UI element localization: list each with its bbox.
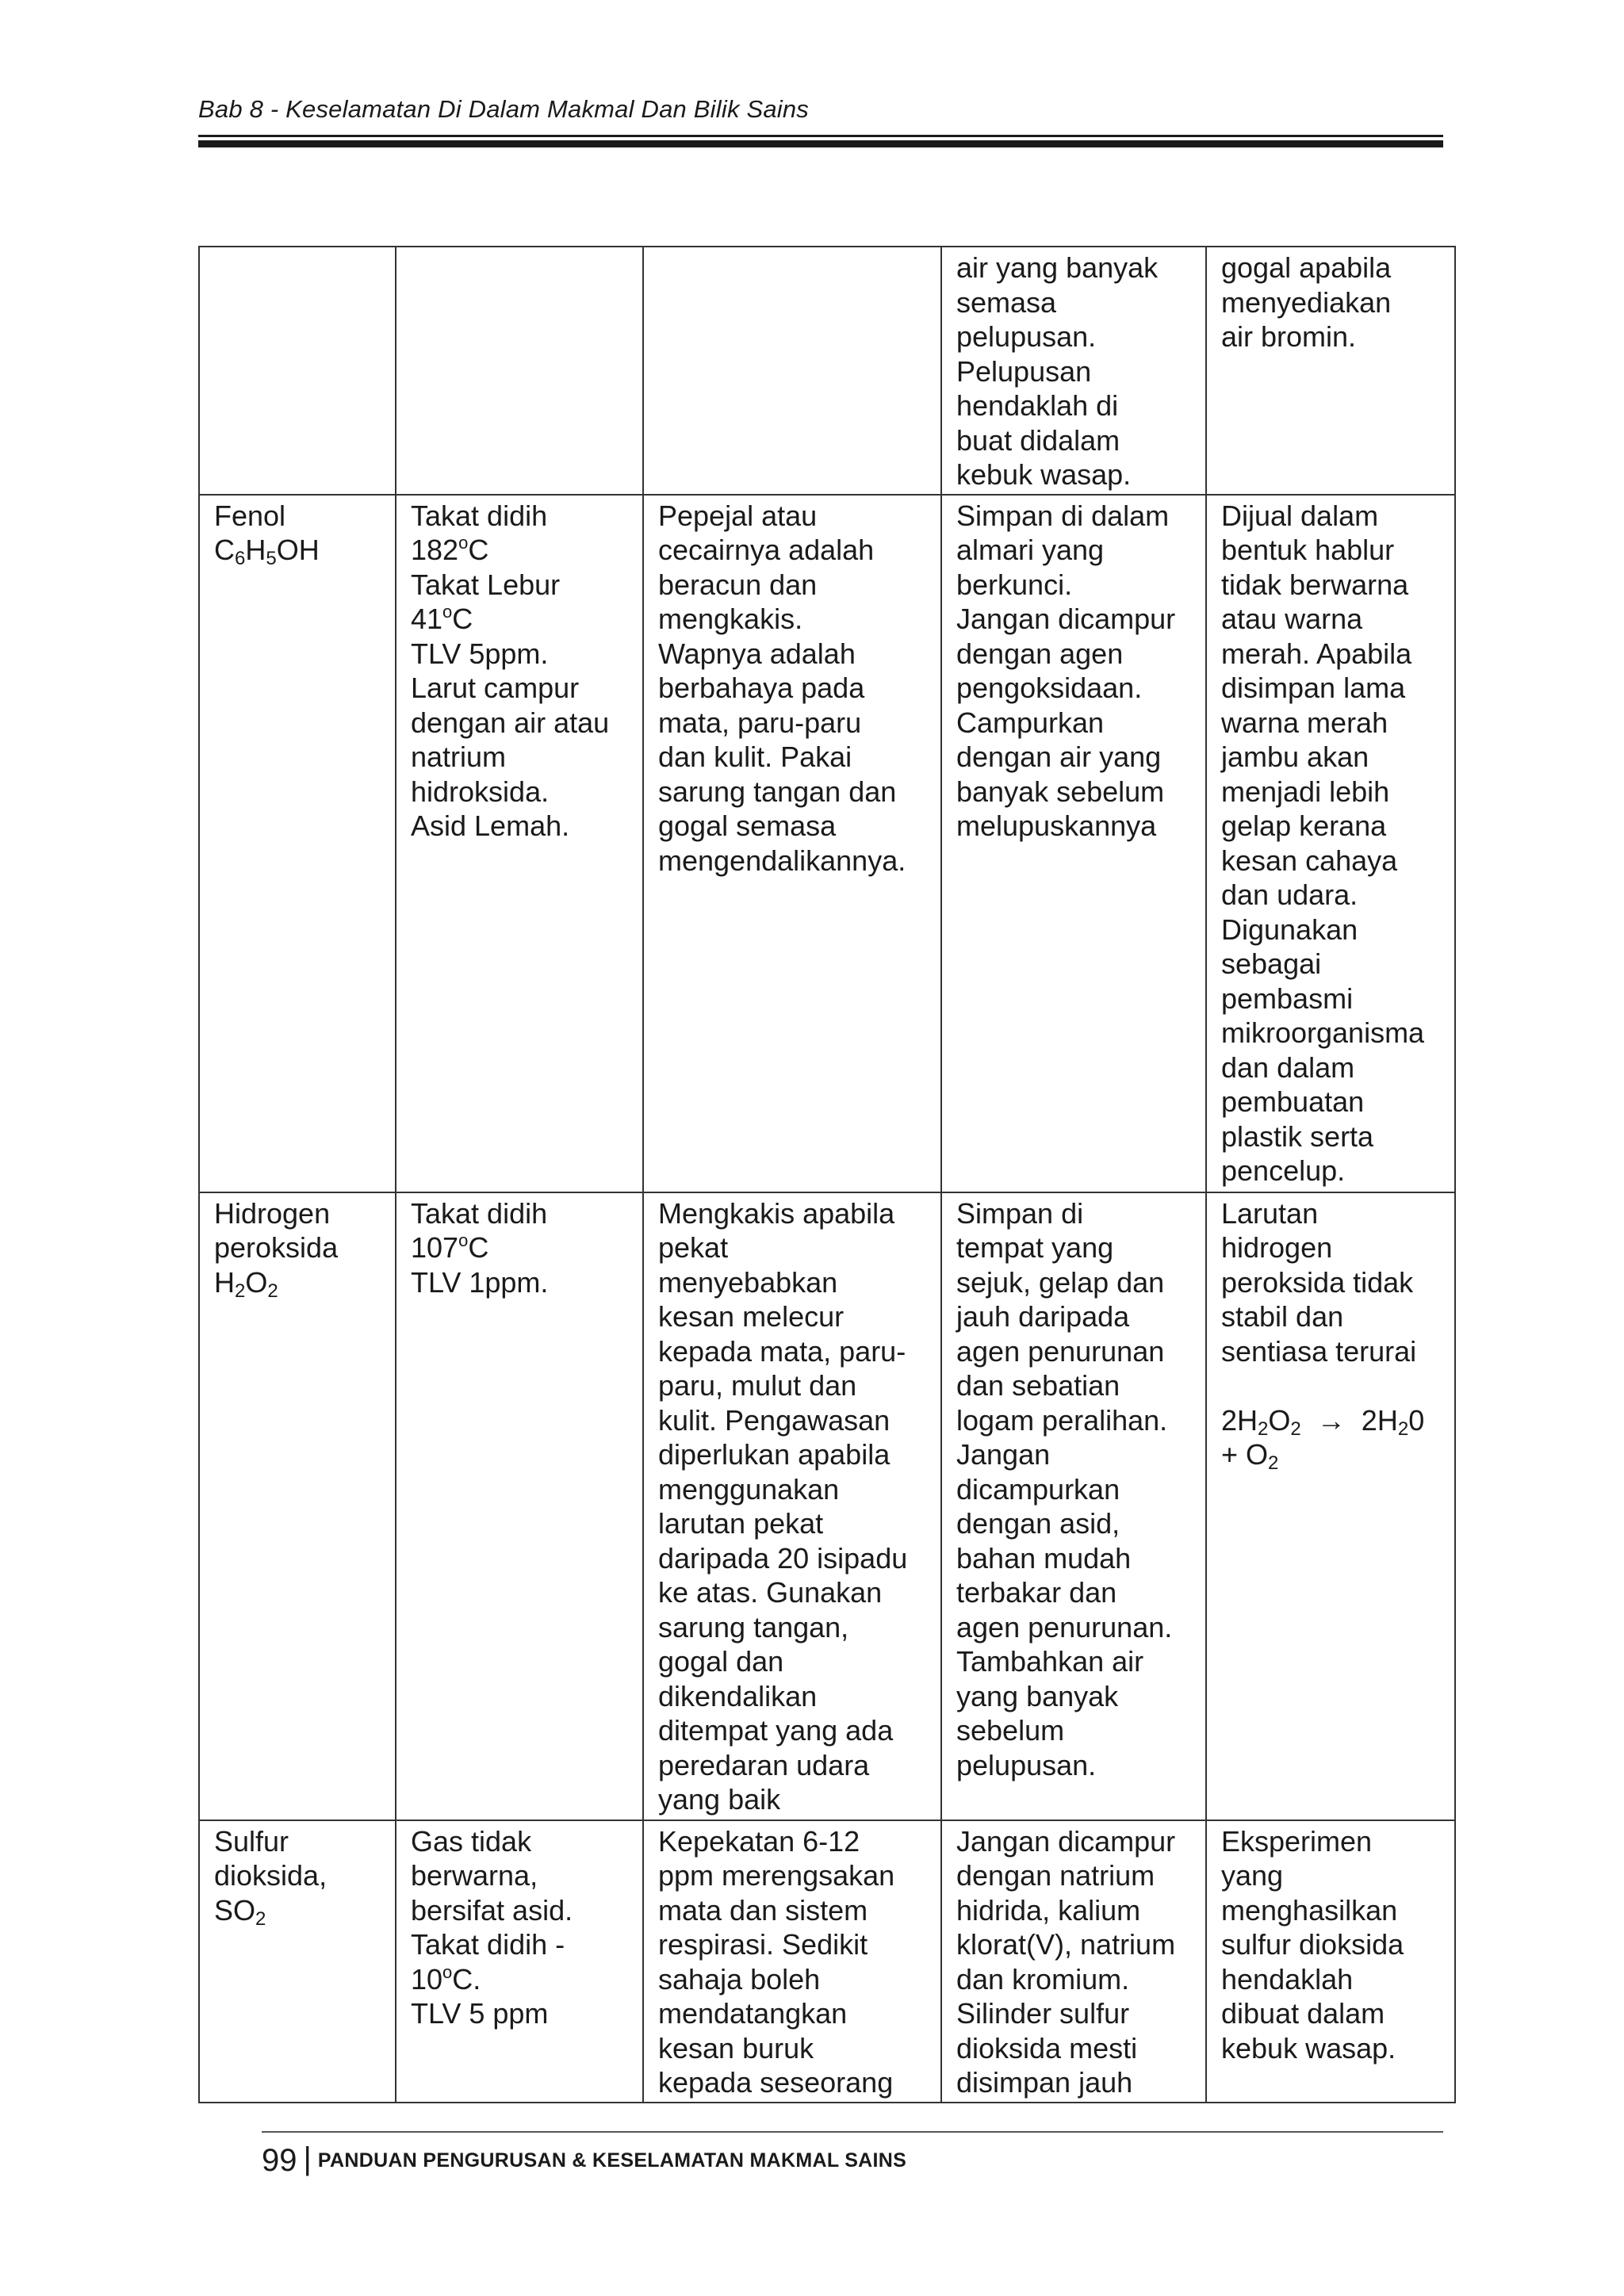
text-line: plastik serta bbox=[1221, 1119, 1374, 1153]
cell-notes bbox=[1206, 495, 1455, 1192]
text-line: Digunakan bbox=[1221, 913, 1358, 946]
text-line: dan kulit. Pakai bbox=[658, 740, 852, 773]
text-line: banyak sebelum bbox=[956, 775, 1165, 808]
text-line: kulit. Pengawasan bbox=[658, 1403, 891, 1437]
text-line: Takat Lebur bbox=[411, 568, 561, 601]
chemical-name: Hidrogen bbox=[214, 1196, 331, 1230]
text-line: ke atas. Gunakan bbox=[658, 1576, 883, 1609]
text-line: Simpan di bbox=[956, 1196, 1084, 1230]
table-row bbox=[199, 495, 1455, 1192]
text-line: Gas tidak bbox=[411, 1824, 532, 1858]
boiling-point: 10$^o$C. bbox=[411, 1961, 481, 1996]
table-row bbox=[199, 1820, 1455, 2103]
chemical-name: dioksida, bbox=[214, 1859, 327, 1892]
text-line: mendatangkan bbox=[658, 1997, 848, 2030]
text-line: Tambahkan air bbox=[956, 1645, 1144, 1678]
text-line: pencelup. bbox=[1221, 1154, 1346, 1187]
text-line: Takat didih - bbox=[411, 1928, 565, 1961]
boiling-point: 107$^o$C bbox=[411, 1230, 489, 1264]
text-line: cecairnya adalah bbox=[658, 534, 875, 566]
text-line: dan sebatian bbox=[956, 1369, 1120, 1402]
footer-separator: | bbox=[303, 2141, 312, 2176]
text-line: disimpan jauh bbox=[956, 2066, 1133, 2099]
cell-hazards bbox=[643, 1192, 941, 1820]
text-line: Asid Lemah. bbox=[411, 809, 570, 842]
text-line: pembasmi bbox=[1221, 982, 1354, 1015]
text-line: warna merah bbox=[1221, 706, 1388, 739]
cell-storage bbox=[941, 1192, 1206, 1820]
text-line: Jangan dicampur bbox=[956, 1824, 1176, 1858]
text-line: Kepekatan 6-12 bbox=[658, 1824, 860, 1858]
text-line: merah. Apabila bbox=[1221, 637, 1412, 670]
text-line: dikendalikan bbox=[658, 1679, 818, 1712]
text-line: kepada seseorang bbox=[658, 2066, 894, 2099]
text-line: hendaklah di bbox=[956, 389, 1119, 422]
text-line: dioksida mesti bbox=[956, 2031, 1138, 2064]
text-line: Takat didih bbox=[411, 499, 548, 532]
cell-notes bbox=[1206, 247, 1455, 495]
text-line: Pelupusan bbox=[956, 354, 1092, 388]
text-line: tempat yang bbox=[956, 1231, 1114, 1264]
cell-properties bbox=[396, 495, 643, 1192]
text-line: ditempat yang ada bbox=[658, 1714, 894, 1747]
text-line: dicampurkan bbox=[956, 1472, 1120, 1506]
chemical-name: peroksida bbox=[214, 1231, 339, 1264]
cell-chemical bbox=[199, 495, 396, 1192]
text-line: TLV 5ppm. bbox=[411, 637, 549, 670]
chemical-formula: $C_6H_5OH$ bbox=[214, 534, 320, 569]
cell-properties bbox=[396, 247, 643, 495]
table-row bbox=[199, 247, 1455, 495]
text-line: gogal semasa bbox=[658, 809, 837, 842]
text-line: kepada mata, paru- bbox=[658, 1334, 906, 1368]
text-line: yang banyak bbox=[956, 1679, 1119, 1712]
text-line: kesan cahaya bbox=[1221, 844, 1398, 877]
arrow-icon: → bbox=[1316, 1403, 1346, 1437]
text-line: hidrogen bbox=[1221, 1231, 1333, 1264]
text-line: respirasi. Sedikit bbox=[658, 1928, 868, 1961]
cell-notes bbox=[1206, 1192, 1455, 1820]
text-line: logam peralihan. bbox=[956, 1403, 1168, 1437]
cell-storage bbox=[941, 1820, 1206, 2103]
cell-properties bbox=[396, 1192, 643, 1820]
text-line: Simpan di dalam bbox=[956, 499, 1170, 532]
text-line: sebelum bbox=[956, 1714, 1065, 1747]
cell-hazards bbox=[643, 495, 941, 1192]
text-line: yang bbox=[1221, 1859, 1284, 1892]
text-line: gogal apabila bbox=[1221, 251, 1392, 284]
text-line: melupuskannya bbox=[956, 809, 1157, 842]
page-footer bbox=[262, 2141, 906, 2180]
text-line: berwarna, bbox=[411, 1859, 538, 1892]
text-line: bahan mudah bbox=[956, 1541, 1132, 1575]
table-row bbox=[199, 1192, 1455, 1820]
text-line: sejuk, gelap dan bbox=[956, 1265, 1165, 1299]
text-line: peredaran udara bbox=[658, 1748, 870, 1781]
text-line: sarung tangan dan bbox=[658, 775, 897, 808]
text-line: menyebabkan bbox=[658, 1265, 838, 1299]
text-line: almari yang bbox=[956, 534, 1105, 566]
text-line: sahaja boleh bbox=[658, 1962, 821, 1996]
cell-properties bbox=[396, 1820, 643, 2103]
text-line: peroksida tidak bbox=[1221, 1265, 1414, 1299]
text-line: TLV 5 ppm bbox=[411, 1997, 549, 2030]
text-line: agen penurunan. bbox=[956, 1610, 1173, 1644]
chemical-name: Fenol bbox=[214, 499, 286, 532]
text-line: Jangan dicampur bbox=[956, 603, 1176, 635]
text-line: Dijual dalam bbox=[1221, 499, 1379, 532]
text-line: Larutan bbox=[1221, 1196, 1319, 1230]
text-line: bersifat asid. bbox=[411, 1893, 573, 1927]
text-line: pelupusan. bbox=[956, 320, 1097, 353]
text-line: atau warna bbox=[1221, 603, 1363, 635]
cell-chemical bbox=[199, 247, 396, 495]
text-line: ppm merengsakan bbox=[658, 1859, 895, 1892]
footer-rule bbox=[262, 2131, 1443, 2133]
text-line: dan kromium. bbox=[956, 1962, 1130, 1996]
text-line: hendaklah bbox=[1221, 1962, 1354, 1996]
text-line: hidrida, kalium bbox=[956, 1893, 1141, 1927]
cell-hazards bbox=[643, 1820, 941, 2103]
text-line: pelupusan. bbox=[956, 1748, 1097, 1781]
text-line: gelap kerana bbox=[1221, 809, 1387, 842]
text-line: Mengkakis apabila bbox=[658, 1196, 895, 1230]
text-line: beracun dan bbox=[658, 568, 818, 601]
text-line: pengoksidaan. bbox=[956, 672, 1143, 704]
chemical-formula: $H_2O_2$ bbox=[214, 1265, 278, 1302]
text-line: sarung tangan, bbox=[658, 1610, 849, 1644]
running-header: Bab 8 - Keselamatan Di Dalam Makmal Dan Bilik Sains bbox=[198, 95, 810, 123]
text-line: hidroksida. bbox=[411, 775, 550, 808]
text-line: kesan buruk bbox=[658, 2031, 814, 2064]
text-line: sebagai bbox=[1221, 947, 1322, 980]
text-line: yang baik bbox=[658, 1783, 781, 1816]
text-line: kesan melecur bbox=[658, 1300, 845, 1333]
text-line: menyediakan bbox=[1221, 285, 1392, 319]
text-line: dan dalam bbox=[1221, 1050, 1355, 1084]
blank-line bbox=[1221, 1368, 1440, 1403]
text-line: menjadi lebih bbox=[1221, 775, 1390, 808]
text-line: pekat bbox=[658, 1231, 729, 1264]
text-line: klorat(V), natrium bbox=[956, 1928, 1176, 1961]
text-line: dan udara. bbox=[1221, 878, 1358, 911]
chemical-formula: $SO_2$ bbox=[214, 1893, 266, 1930]
text-line: dengan natrium bbox=[956, 1859, 1155, 1892]
text-line: dengan asid, bbox=[956, 1507, 1120, 1540]
text-line: mata, paru-paru bbox=[658, 706, 862, 739]
text-line: Campurkan bbox=[956, 706, 1105, 739]
text-line: mikroorganisma bbox=[1221, 1016, 1425, 1049]
text-line: Pepejal atau bbox=[658, 499, 818, 532]
text-line: pembuatan bbox=[1221, 1085, 1365, 1118]
text-line: terbakar dan bbox=[956, 1576, 1117, 1609]
cell-hazards bbox=[643, 247, 941, 495]
text-line: disimpan lama bbox=[1221, 672, 1406, 704]
text-line: stabil dan bbox=[1221, 1300, 1344, 1333]
text-line: semasa bbox=[956, 285, 1057, 319]
text-line: TLV 1ppm. bbox=[411, 1265, 549, 1299]
text-line: menghasilkan bbox=[1221, 1893, 1398, 1927]
text-line: menggunakan bbox=[658, 1472, 840, 1506]
cell-storage bbox=[941, 247, 1206, 495]
text-line: kebuk wasap. bbox=[956, 458, 1132, 491]
text-line: kebuk wasap. bbox=[1221, 2031, 1396, 2064]
text-line: dengan air atau bbox=[411, 706, 610, 739]
text-line: air yang banyak bbox=[956, 251, 1159, 284]
cell-chemical bbox=[199, 1192, 396, 1820]
cell-chemical bbox=[199, 1820, 396, 2103]
text-line: agen penurunan bbox=[956, 1334, 1165, 1368]
text-line: jauh daripada bbox=[956, 1300, 1130, 1333]
cell-notes bbox=[1206, 1820, 1455, 2103]
text-line: mata dan sistem bbox=[658, 1893, 868, 1927]
page-number: 99 bbox=[262, 2142, 297, 2178]
text-line: mengkakis. bbox=[658, 603, 803, 635]
header-rule-thick bbox=[198, 140, 1443, 147]
footer-title: PANDUAN PENGURUSAN & KESELAMATAN MAKMAL SAINS bbox=[317, 2149, 907, 2172]
melting-point: 41$^o$C bbox=[411, 602, 473, 635]
text-line: daripada 20 isipadu bbox=[658, 1541, 908, 1575]
decomposition-equation-cont: + $O_2$ bbox=[1221, 1438, 1279, 1474]
text-line: Larut campur bbox=[411, 672, 580, 704]
text-line: Eksperimen bbox=[1221, 1824, 1373, 1858]
text-line: tidak berwarna bbox=[1221, 568, 1409, 601]
text-line: berkunci. bbox=[956, 568, 1073, 601]
text-line: larutan pekat bbox=[658, 1507, 824, 1540]
text-line: diperlukan apabila bbox=[658, 1438, 891, 1471]
header-rule-thin bbox=[198, 135, 1443, 137]
text-line: Wapnya adalah bbox=[658, 637, 856, 670]
text-line: Takat didih bbox=[411, 1196, 548, 1230]
decomposition-equation: $2H_2O_2 \to 2H_20$ bbox=[1221, 1403, 1425, 1440]
text-line: sulfur dioksida bbox=[1221, 1928, 1404, 1961]
text-line: bentuk hablur bbox=[1221, 534, 1395, 566]
text-line: air bromin. bbox=[1221, 320, 1357, 353]
text-line: berbahaya pada bbox=[658, 672, 865, 704]
text-line: gogal dan bbox=[658, 1645, 784, 1678]
text-line: Jangan bbox=[956, 1438, 1051, 1471]
chemical-safety-table bbox=[198, 246, 1456, 2103]
text-line: dibuat dalam bbox=[1221, 1997, 1385, 2030]
text-line: mengendalikannya. bbox=[658, 844, 906, 877]
text-line: sentiasa terurai bbox=[1221, 1334, 1417, 1368]
text-line: dengan air yang bbox=[956, 740, 1162, 773]
text-line: Silinder sulfur bbox=[956, 1997, 1130, 2030]
text-line: natrium bbox=[411, 740, 507, 773]
text-line: paru, mulut dan bbox=[658, 1369, 857, 1402]
chemical-name: Sulfur bbox=[214, 1824, 289, 1858]
text-line: dengan agen bbox=[956, 637, 1124, 670]
text-line: buat didalam bbox=[956, 423, 1120, 457]
boiling-point: 182$^o$C bbox=[411, 533, 489, 566]
cell-storage bbox=[941, 495, 1206, 1192]
text-line: jambu akan bbox=[1221, 740, 1369, 773]
